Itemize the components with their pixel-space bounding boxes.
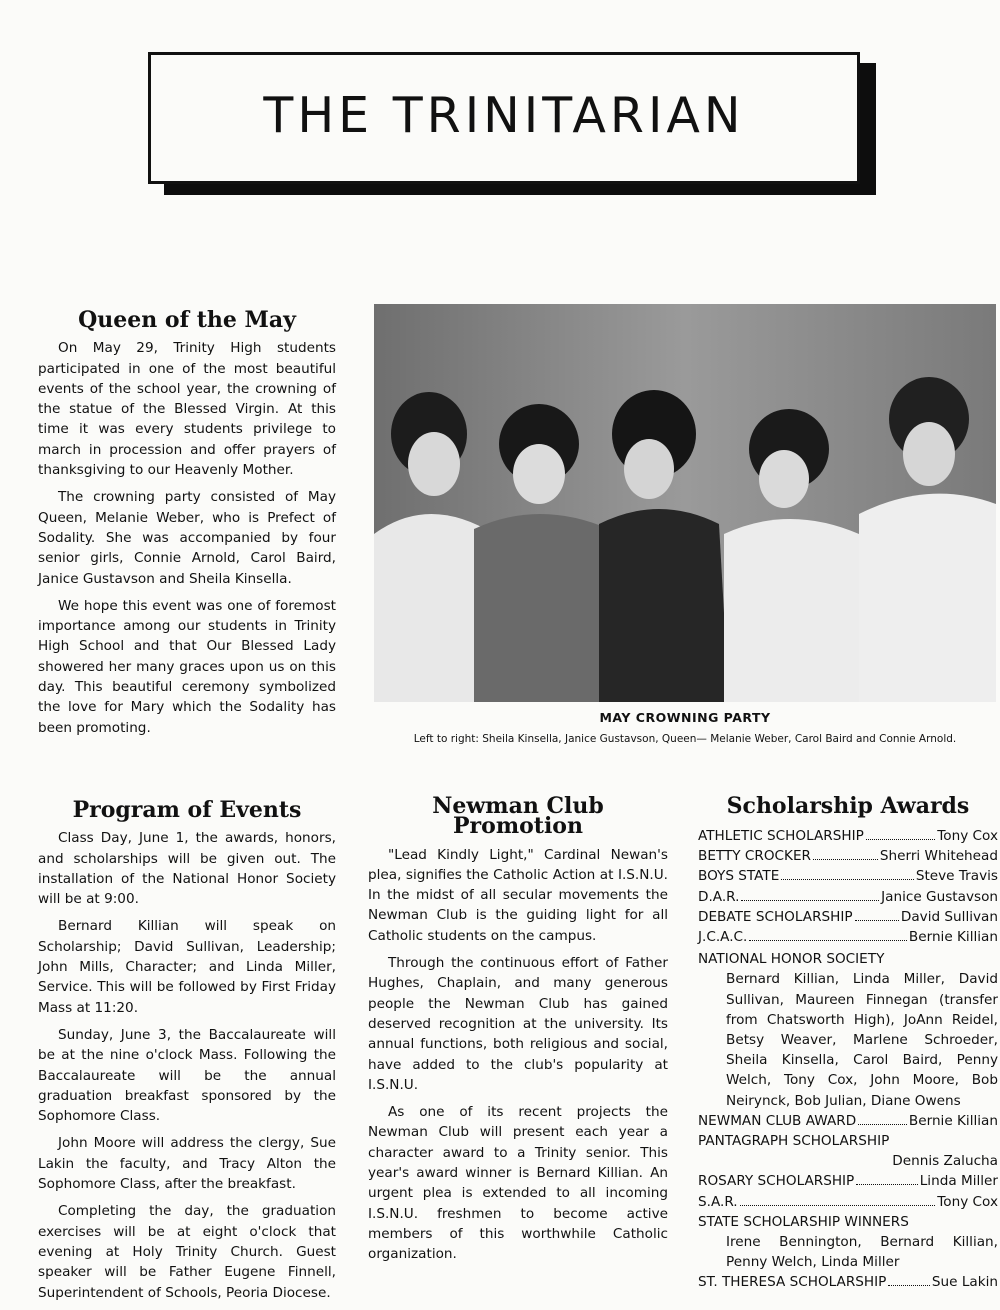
award-name: PANTAGRAPH SCHOLARSHIP xyxy=(698,1133,890,1150)
newman-heading: Newman Club Promotion xyxy=(432,793,604,840)
queen-paragraph: The crowning party consisted of May Queen, Melanie Weber, who is Prefect of Sodality. She was accompanied by four senior girls, Connie Arnold, Carol Baird, Janice Gustavson and Sheila Kinsella. xyxy=(38,489,336,587)
award-row xyxy=(698,1111,998,1131)
program-paragraph: Bernard Killian will speak on Scholarship; David Sullivan, Leadership; John Mills, Character; and Linda Miller, Service. This will be followed by First Friday Mass at 11:20. xyxy=(38,918,336,1016)
leader-dots xyxy=(858,1124,907,1125)
award-name: J.C.A.C. xyxy=(698,929,748,946)
award-row xyxy=(698,927,998,947)
award-name: S.A.R. xyxy=(698,1193,738,1210)
program-paragraph: Class Day, June 1, the awards, honors, and scholarships will be given out. The installation of the National Honor Society will be at 9:00. xyxy=(38,830,336,908)
award-block-state xyxy=(698,1212,998,1273)
photo-caption-text: Left to right: Sheila Kinsella, Janice Gustavson, Queen— Melanie Weber, Carol Baird and Connie Arnold. xyxy=(413,733,957,745)
award-name: DEBATE SCHOLARSHIP xyxy=(698,908,853,925)
leader-dots xyxy=(740,1205,936,1206)
queen-paragraph: On May 29, Trinity High students participated in one of the most beautiful events of the school year, the crowning of the statue of the Blessed Virgin. At this time it was every students privilege to march in procession and offer prayers of thanksgiving to our Heavenly Mother. xyxy=(38,340,336,479)
award-winner: Janice Gustavson xyxy=(881,888,998,905)
leader-dots xyxy=(741,900,879,901)
award-winner: Tony Cox xyxy=(937,1193,998,1210)
award-winner: Linda Miller xyxy=(919,1173,998,1190)
award-winner: Tony Cox xyxy=(937,828,998,844)
newman-paragraph: "Lead Kindly Light," Cardinal Newan's plea, signifies the Catholic Action at I.S.N.U. In the midst of all secular movements the Newman Club is the guiding light for all Catholic students on the campus. xyxy=(368,846,668,944)
leader-dots xyxy=(866,839,935,840)
award-winners: Irene Bennington, Bernard Killian, Penny Welch, Linda Miller xyxy=(726,1234,998,1271)
award-name: ST. THERESA SCHOLARSHIP xyxy=(698,1274,887,1291)
masthead-title: THE TRINITARIAN xyxy=(263,87,745,144)
leader-dots xyxy=(855,920,899,921)
award-winners: Bernard Killian, Linda Miller, David Sullivan, Maureen Finnegan (transfer from Chatsworth High), JoAnn Reidel, Betsy Weaver, Marlene Schroeder, Sheila Kinsella, Carol Baird, Penny Welch, Tony Cox, John Moore, Bob Neirynck, Bob Julian, Diane Owens xyxy=(726,971,998,1109)
award-winner: Dennis Zalucha xyxy=(892,1153,998,1170)
leader-dots xyxy=(888,1285,930,1286)
award-row xyxy=(698,1272,998,1292)
photo-caption-title: MAY CROWNING PARTY xyxy=(599,710,771,725)
award-winner: Bernie Killian xyxy=(908,929,998,946)
newman-paragraph: As one of its recent projects the Newman Club will present each year a character award to a Trinity senior. This year's award winner is Bernard Killian. An urgent plea is extended to all incoming I.S.N.U. freshmen to become active members of this worthwhile Catholic organization. xyxy=(368,1104,668,1263)
leader-dots xyxy=(856,1184,917,1185)
award-row xyxy=(698,866,998,886)
award-name: BOYS STATE xyxy=(698,868,780,885)
program-paragraph: Sunday, June 3, the Baccalaureate will be at the nine o'clock Mass. Following the Baccalaureate will be the annual graduation breakfast sponsored by the Sophomore Class. xyxy=(38,1026,336,1125)
award-winner: Bernie Killian xyxy=(908,1112,998,1129)
award-name: ROSARY SCHOLARSHIP xyxy=(698,1173,855,1190)
award-name: ATHLETIC SCHOLARSHIP xyxy=(698,828,864,844)
award-row xyxy=(698,846,998,866)
program-paragraph: John Moore will address the clergy, Sue Lakin the faculty, and Tracy Alton the Sophomore Class, after the breakfast. xyxy=(38,1135,336,1193)
leader-dots xyxy=(781,879,914,880)
award-winner: David Sullivan xyxy=(900,908,998,925)
newman-paragraph: Through the continuous effort of Father Hughes, Chaplain, and many generous people the Newman Club has gained deserved recognition at the university. Its annual functions, both religious and social, have added to the club's popularity at I.S.N.U. xyxy=(368,955,668,1093)
newman-club-article xyxy=(368,793,668,1272)
award-block-pantagraph xyxy=(698,1131,998,1171)
award-row xyxy=(698,1192,998,1212)
award-name: D.A.R. xyxy=(698,888,740,905)
queen-paragraph: We hope this event was one of foremost importance among our students in Trinity High School and that Our Blessed Lady showered her many graces upon us on this day. This beautiful ceremony symbolized the love for Mary which the Sodality has been promoting. xyxy=(38,597,336,736)
queen-heading: Queen of the May xyxy=(78,307,296,333)
masthead xyxy=(148,52,860,184)
program-heading: Program of Events xyxy=(72,797,302,823)
award-name: NEWMAN CLUB AWARD xyxy=(698,1112,857,1129)
awards-heading: Scholarship Awards xyxy=(726,793,970,819)
award-block-nhs xyxy=(698,949,998,1111)
award-row xyxy=(698,826,998,846)
award-winner: Sherri Whitehead xyxy=(879,848,998,865)
award-winner: Steve Travis xyxy=(915,868,998,885)
program-of-events-article xyxy=(38,797,336,1310)
may-crowning-photo xyxy=(374,304,996,702)
award-winner: Sue Lakin xyxy=(931,1274,998,1291)
queen-of-the-may-article xyxy=(38,307,336,745)
leader-dots xyxy=(749,940,907,941)
award-name: NATIONAL HONOR SOCIETY xyxy=(698,951,885,968)
award-row xyxy=(698,1171,998,1191)
award-row xyxy=(698,887,998,907)
leader-dots xyxy=(813,859,878,860)
photo-illustration xyxy=(374,304,996,702)
award-row xyxy=(698,907,998,927)
award-name: STATE SCHOLARSHIP WINNERS xyxy=(698,1213,909,1230)
award-name: BETTY CROCKER xyxy=(698,848,811,865)
scholarship-awards-list xyxy=(698,826,998,1293)
program-paragraph: Completing the day, the graduation exercises will be at eight o'clock that evening at Holy Trinity Church. Guest speaker will be Father Eugene Finnell, Superintendent of Schools, Peoria Diocese. xyxy=(38,1203,336,1301)
